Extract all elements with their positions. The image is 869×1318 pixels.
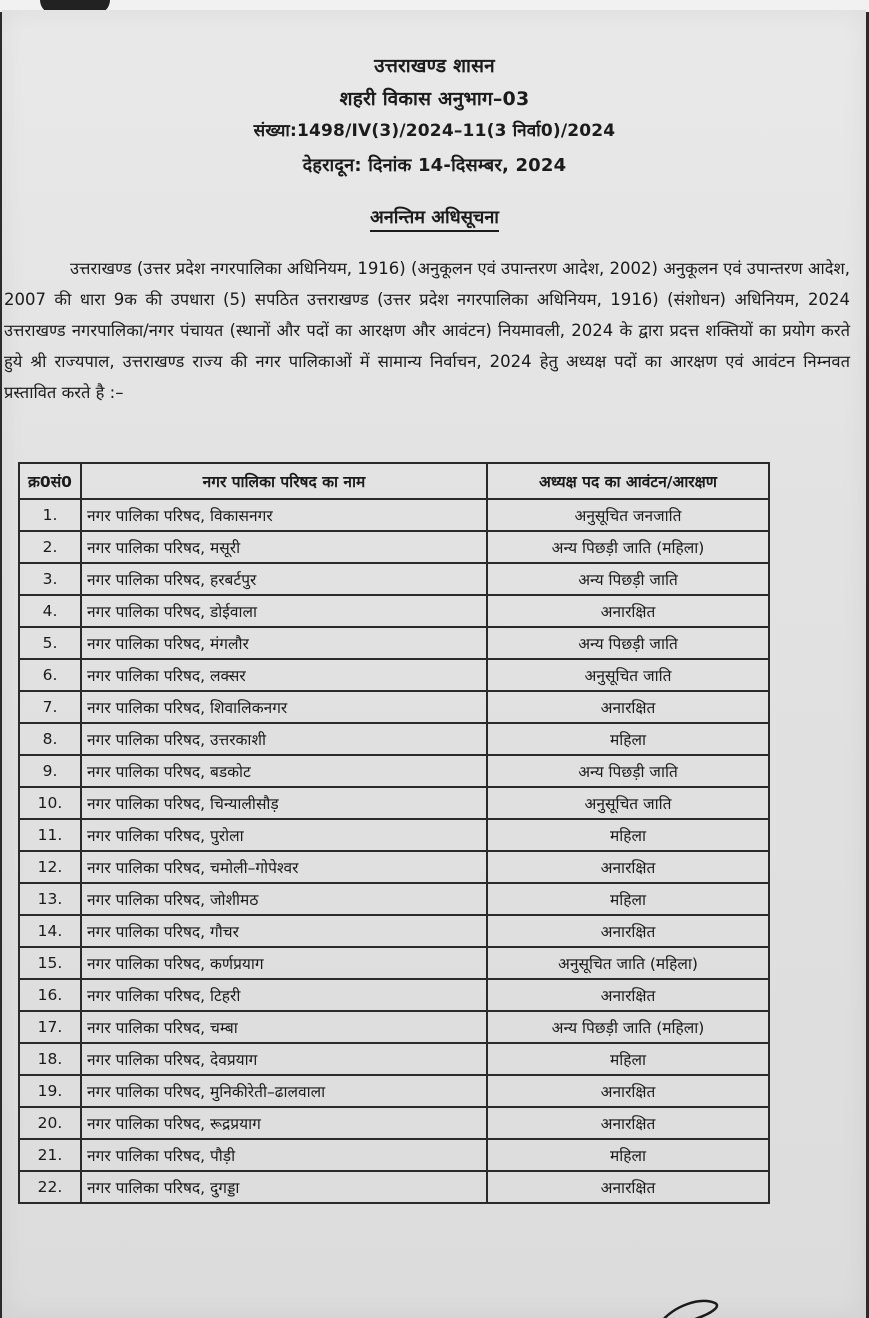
serial-cell: 3.: [19, 563, 81, 595]
council-name-cell: नगर पालिका परिषद, चिन्यालीसौड़: [81, 787, 487, 819]
serial-cell: 19.: [19, 1075, 81, 1107]
allocation-cell: अन्य पिछड़ी जाति (महिला): [487, 1011, 769, 1043]
serial-cell: 12.: [19, 851, 81, 883]
notice-title-text: अनन्तिम अधिसूचना: [370, 207, 499, 232]
table-row: [19, 947, 769, 979]
table-row: [19, 1075, 769, 1107]
table-row: [19, 723, 769, 755]
serial-cell: 2.: [19, 531, 81, 563]
council-name-cell: नगर पालिका परिषद, मसूरी: [81, 531, 487, 563]
allocation-cell: महिला: [487, 723, 769, 755]
council-name-cell: नगर पालिका परिषद, चम्बा: [81, 1011, 487, 1043]
table-row: [19, 851, 769, 883]
allocation-cell: अन्य पिछड़ी जाति: [487, 755, 769, 787]
serial-cell: 14.: [19, 915, 81, 947]
table-row: [19, 627, 769, 659]
allocation-cell: अनुसूचित जनजाति: [487, 499, 769, 531]
table-row: [19, 787, 769, 819]
table-row: [19, 531, 769, 563]
signature-mark: [655, 1295, 725, 1318]
table-row: [19, 819, 769, 851]
allocation-cell: अनारक्षित: [487, 1107, 769, 1139]
place-and-date: देहरादून: दिनांक 14-दिसम्बर, 2024: [302, 155, 567, 176]
serial-cell: 21.: [19, 1139, 81, 1171]
serial-cell: 7.: [19, 691, 81, 723]
table-row: [19, 979, 769, 1011]
table-row: [19, 755, 769, 787]
council-name-cell: नगर पालिका परिषद, चमोली–गोपेश्वर: [81, 851, 487, 883]
serial-cell: 15.: [19, 947, 81, 979]
council-name-cell: नगर पालिका परिषद, टिहरी: [81, 979, 487, 1011]
serial-cell: 22.: [19, 1171, 81, 1203]
table-row: [19, 499, 769, 531]
serial-cell: 9.: [19, 755, 81, 787]
allocation-cell: अनारक्षित: [487, 595, 769, 627]
allocation-cell: अन्य पिछड़ी जाति: [487, 627, 769, 659]
department-name: शहरी विकास अनुभाग–03: [339, 88, 530, 110]
council-name-cell: नगर पालिका परिषद, शिवालिकनगर: [81, 691, 487, 723]
council-name-cell: नगर पालिका परिषद, पौड़ी: [81, 1139, 487, 1171]
allocation-cell: अनारक्षित: [487, 1171, 769, 1203]
table-row: [19, 563, 769, 595]
table-body: [19, 499, 769, 1203]
council-name-cell: नगर पालिका परिषद, उत्तरकाशी: [81, 723, 487, 755]
table-header-row: [19, 463, 769, 499]
council-name-cell: नगर पालिका परिषद, विकासनगर: [81, 499, 487, 531]
column-header-serial: क्र0सं0: [19, 463, 81, 499]
allocation-cell: महिला: [487, 1139, 769, 1171]
allocation-cell: महिला: [487, 1043, 769, 1075]
table-row: [19, 1011, 769, 1043]
serial-cell: 13.: [19, 883, 81, 915]
table-row: [19, 1171, 769, 1203]
serial-cell: 4.: [19, 595, 81, 627]
serial-cell: 20.: [19, 1107, 81, 1139]
allocation-cell: महिला: [487, 883, 769, 915]
council-name-cell: नगर पालिका परिषद, पुरोला: [81, 819, 487, 851]
council-name-cell: नगर पालिका परिषद, जोशीमठ: [81, 883, 487, 915]
table-row: [19, 883, 769, 915]
table-row: [19, 1139, 769, 1171]
serial-cell: 10.: [19, 787, 81, 819]
allocation-cell: अन्य पिछड़ी जाति: [487, 563, 769, 595]
allocation-cell: अन्य पिछड़ी जाति (महिला): [487, 531, 769, 563]
allocation-cell: अनुसूचित जाति: [487, 659, 769, 691]
allocation-cell: महिला: [487, 819, 769, 851]
allocation-cell: अनुसूचित जाति: [487, 787, 769, 819]
allocation-table: [18, 462, 770, 1204]
notice-title: [0, 205, 869, 229]
serial-cell: 11.: [19, 819, 81, 851]
government-name: उत्तराखण्ड शासन: [374, 55, 495, 77]
council-name-cell: नगर पालिका परिषद, बडकोट: [81, 755, 487, 787]
serial-cell: 1.: [19, 499, 81, 531]
council-name-cell: नगर पालिका परिषद, लक्सर: [81, 659, 487, 691]
council-name-cell: नगर पालिका परिषद, रूद्रप्रयाग: [81, 1107, 487, 1139]
council-name-cell: नगर पालिका परिषद, हरबर्टपुर: [81, 563, 487, 595]
allocation-cell: अनारक्षित: [487, 979, 769, 1011]
council-name-cell: नगर पालिका परिषद, देवप्रयाग: [81, 1043, 487, 1075]
council-name-cell: नगर पालिका परिषद, डोईवाला: [81, 595, 487, 627]
council-name-cell: नगर पालिका परिषद, मंगलौर: [81, 627, 487, 659]
serial-cell: 16.: [19, 979, 81, 1011]
column-header-name: नगर पालिका परिषद का नाम: [81, 463, 487, 499]
serial-cell: 6.: [19, 659, 81, 691]
serial-cell: 5.: [19, 627, 81, 659]
allocation-cell: अनारक्षित: [487, 1075, 769, 1107]
table-row: [19, 659, 769, 691]
allocation-cell: अनारक्षित: [487, 915, 769, 947]
reference-number: संख्या:1498/IV(3)/2024–11(3 निर्वा0)/2024: [253, 121, 616, 141]
serial-cell: 18.: [19, 1043, 81, 1075]
serial-cell: 8.: [19, 723, 81, 755]
allocation-cell: अनारक्षित: [487, 851, 769, 883]
notice-paragraph: उत्तराखण्ड (उत्तर प्रदेश नगरपालिका अधिनियम, 1916) (अनुकूलन एवं उपान्तरण आदेश, 2002) अनुकूलन एवं उपान्तरण आदेश, 2007 की धारा 9क की उपधारा (5) सपठित उत्तराखण्ड (उत्तर प्रदेश नगरपालिका अधिनियम, 1916) (संशोधन) अधिनियम, 2024 उत्तराखण्ड नगरपालिका/नगर पंचायत (स्थानों और पदों का आरक्षण और आवंटन) नियमावली, 2024 के द्वारा प्रदत्त शक्तियों का प्रयोग करते हुये श्री राज्यपाल, उत्तराखण्ड राज्य की नगर पालिकाओं में सामान्य निर्वाचन, 2024 हेतु अध्यक्ष पदों का आरक्षण एवं आवंटन निम्नवत प्रस्तावित करते है :–: [4, 259, 850, 402]
council-name-cell: नगर पालिका परिषद, मुनिकीरेती–ढालवाला: [81, 1075, 487, 1107]
table-row: [19, 1107, 769, 1139]
column-header-allocation: अध्यक्ष पद का आवंटन/आरक्षण: [487, 463, 769, 499]
table-row: [19, 1043, 769, 1075]
council-name-cell: नगर पालिका परिषद, गौचर: [81, 915, 487, 947]
table-row: [19, 595, 769, 627]
allocation-cell: अनुसूचित जाति (महिला): [487, 947, 769, 979]
council-name-cell: नगर पालिका परिषद, कर्णप्रयाग: [81, 947, 487, 979]
serial-cell: 17.: [19, 1011, 81, 1043]
table-row: [19, 915, 769, 947]
table-row: [19, 691, 769, 723]
allocation-cell: अनारक्षित: [487, 691, 769, 723]
council-name-cell: नगर पालिका परिषद, दुगड्डा: [81, 1171, 487, 1203]
